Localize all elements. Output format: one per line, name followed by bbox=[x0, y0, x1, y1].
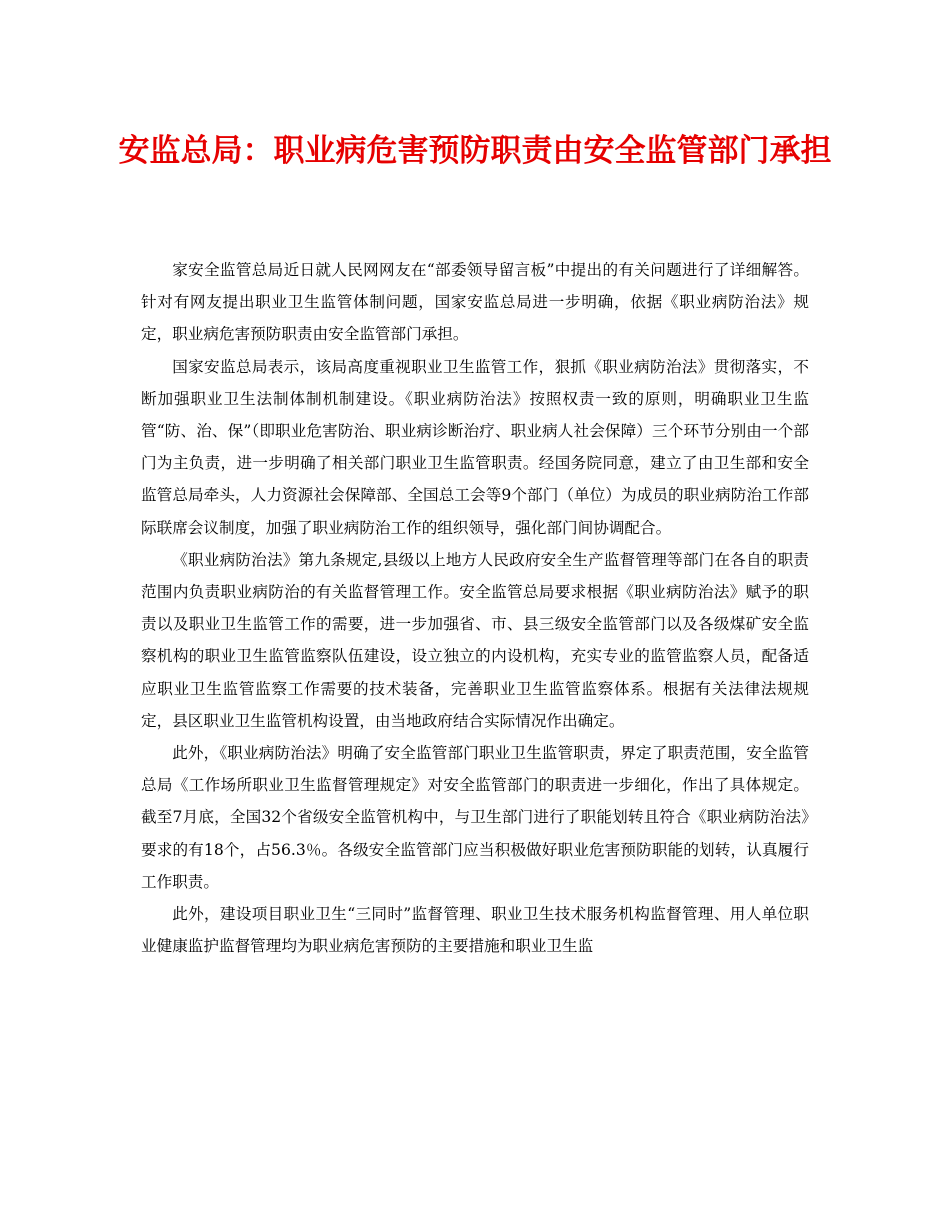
paragraph-3: 《职业病防治法》第九条规定,县级以上地方人民政府安全生产监督管理等部门在各自的职责范围内负责职业病防治的有关监督管理工作。安全监管总局要求根据《职业病防治法》赋予的职责以及职业卫生监管工作的需要，进一步加强省、市、县三级安全监管部门以及各级煤矿安全监察机构的职业卫生监管监察队伍建设，设立独立的内设机构，充实专业的监管监察人员，配备适应职业卫生监管监察工作需要的技术装备，完善职业卫生监管监察体系。根据有关法律法规规定，县区职业卫生监管机构设置，由当地政府结合实际情况作出确定。 bbox=[141, 550, 809, 730]
paragraph-1: 家安全监管总局近日就人民网网友在“部委领导留言板”中提出的有关问题进行了详细解答。针对有网友提出职业卫生监管体制问题，国家安监总局进一步明确，依据《职业病防治法》规定，职业病危害预防职责由安全监管部门承担。 bbox=[141, 261, 809, 344]
paragraph-2: 国家安监总局表示，该局高度重视职业卫生监管工作，狠抓《职业病防治法》贯彻落实，不断加强职业卫生法制体制机制建设。《职业病防治法》按照权责一致的原则，明确职业卫生监管“防、治、保”（即职业危害防治、职业病诊断治疗、职业病人社会保障）三个环节分别由一个部门为主负责，进一步明确了相关部门职业卫生监管职责。经国务院同意，建立了由卫生部和安全监管总局牵头，人力资源社会保障部、全国总工会等9个部门（单位）为成员的职业病防治工作部际联席会议制度，加强了职业病防治工作的组织领导，强化部门间协调配合。 bbox=[141, 357, 809, 537]
paragraph-5: 此外，建设项目职业卫生“三同时”监督管理、职业卫生技术服务机构监督管理、用人单位职业健康监护监督管理均为职业病危害预防的主要措施和职业卫生监 bbox=[141, 905, 809, 956]
document-title: 安监总局：职业病危害预防职责由安全监管部门承担 bbox=[118, 133, 832, 169]
document-body bbox=[141, 254, 809, 962]
paragraph-4: 此外，《职业病防治法》明确了安全监管部门职业卫生监管职责，界定了职责范围，安全监管总局《工作场所职业卫生监督管理规定》对安全监管部门的职责进一步细化，作出了具体规定。截至7月底，全国32个省级安全监管机构中，与卫生部门进行了职能划转且符合《职业病防治法》要求的有18个，占56.3％。各级安全监管部门应当积极做好职业危害预防职能的划转，认真履行工作职责。 bbox=[141, 744, 809, 891]
